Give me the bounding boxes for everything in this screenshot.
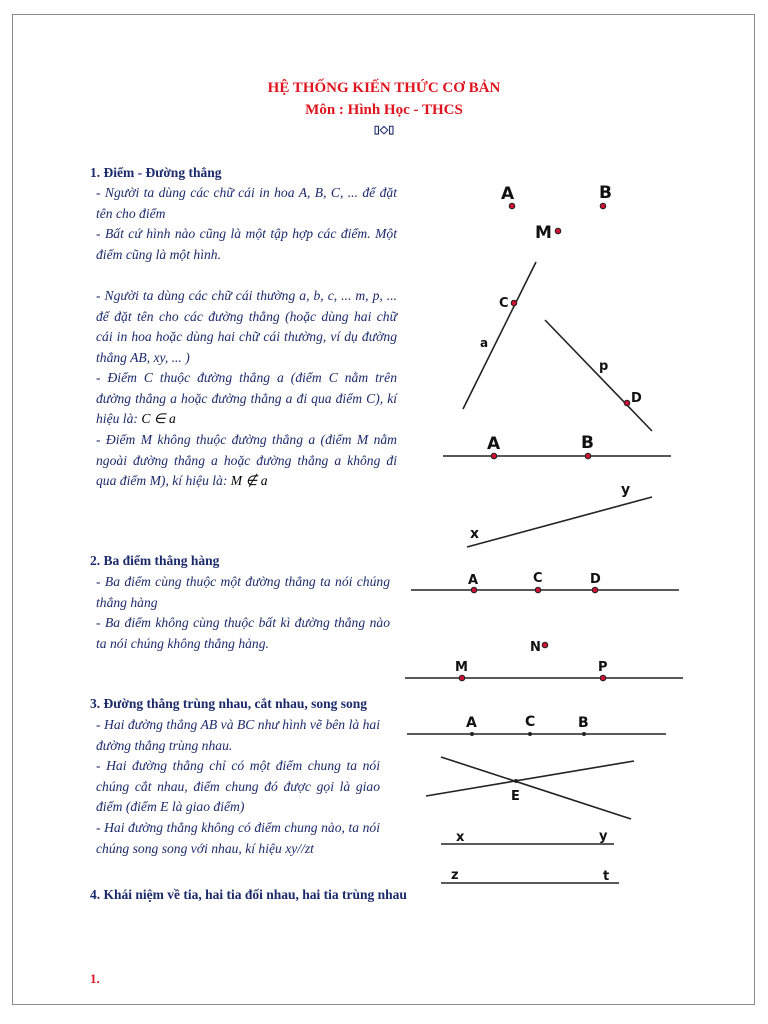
section-1-heading: 1. Điểm - Đường thẳng — [90, 165, 222, 180]
label-ab-a: A — [487, 434, 501, 454]
section-2-heading: 2. Ba điểm thẳng hàng — [90, 553, 220, 568]
line-p — [545, 320, 652, 431]
label-collinear-d: D — [590, 572, 601, 587]
section-3-para-2: - Hai đường thẳng chỉ có một điểm chung ta nói chúng cắt nhau, điểm chung đó được gọi là giao điểm (điểm E là giao điểm) — [96, 758, 380, 814]
label-m2: M — [455, 660, 468, 675]
label-d: D — [631, 391, 642, 406]
section-1-para-3: - Người ta dùng các chữ cái thường a, b, c, ... m, p, ... để đặt tên cho các đường thẳng (hoặc dùng hai chữ cái in hoa hoặc dùng hai chữ cái thường, ví dụ đường thẳng AB, xy, ... ) — [96, 288, 397, 365]
page-number: 1. — [90, 971, 100, 986]
label-parallel-x: x — [456, 830, 465, 845]
coincident-c-dot — [528, 732, 532, 736]
ornament-icon: ▯◇▯ — [373, 124, 395, 136]
label-line-p: p — [599, 359, 609, 374]
point-a-dot — [509, 203, 515, 209]
label-parallel-t: t — [603, 869, 610, 884]
label-coincident-a: A — [466, 715, 477, 731]
collinear-a-dot — [471, 587, 477, 593]
point-c-dot — [511, 300, 517, 306]
label-parallel-z: z — [451, 868, 459, 883]
section-1-para-2: - Bất cứ hình nào cũng là một tập hợp các điểm. Một điểm cũng là một hình. — [96, 226, 397, 262]
label-y: y — [621, 482, 631, 498]
point-b-on-ab-dot — [585, 453, 591, 459]
label-e: E — [511, 789, 520, 804]
label-line-a: a — [480, 336, 489, 350]
page-subtitle: Môn : Hình Học - THCS — [305, 102, 463, 118]
section-1-para-4-text: - Điểm C thuộc đường thẳng a (điểm C nằm trên đường thẳng a hoặc đường thẳng a đi qua điểm C), kí hiệu là: — [96, 370, 397, 426]
label-a: A — [501, 184, 515, 204]
line-xy — [467, 497, 652, 547]
label-ab-b: B — [581, 433, 594, 453]
point-d-dot — [624, 400, 630, 406]
label-collinear-a: A — [468, 573, 479, 588]
section-1-para-1: - Người ta dùng các chữ cái in hoa A, B, C, ... để đặt tên cho điểm — [96, 185, 397, 221]
collinear-c-dot — [535, 587, 541, 593]
section-4-heading: 4. Khái niệm về tia, hai tia đối nhau, hai tia trùng nhau — [90, 887, 407, 902]
intersecting-line-2 — [426, 761, 634, 796]
belongs-symbol: C ∈ a — [141, 411, 176, 426]
point-b-dot — [600, 203, 606, 209]
section-3-heading: 3. Đường thẳng trùng nhau, cắt nhau, song song — [90, 696, 368, 711]
coincident-b-dot — [582, 732, 586, 736]
coincident-a-dot — [470, 732, 474, 736]
collinear-d-dot — [592, 587, 598, 593]
point-a-on-ab-dot — [491, 453, 497, 459]
point-p-dot — [600, 675, 606, 681]
label-p: P — [598, 660, 608, 675]
label-n: N — [530, 640, 541, 655]
intersection-e-dot — [514, 779, 518, 783]
label-c: C — [499, 296, 509, 311]
section-3-para-3: - Hai đường thẳng không có điểm chung nào, ta nói chúng song song với nhau, kí hiệu xy//zt — [96, 820, 380, 856]
page-title: HỆ THỐNG KIẾN THỨC CƠ BẢN — [267, 80, 501, 96]
label-m: M — [535, 223, 552, 243]
section-1-para-5-text: - Điểm M không thuộc đường thẳng a (điểm M nằm ngoài đường thẳng a hoặc đường thẳng a không đi qua điểm M), kí hiệu là: — [96, 432, 397, 488]
not-belongs-symbol: M ∉ a — [230, 473, 268, 488]
label-coincident-c: C — [525, 714, 536, 730]
label-parallel-y: y — [599, 829, 608, 844]
point-m2-dot — [459, 675, 465, 681]
point-n-dot — [542, 642, 548, 648]
label-b: B — [599, 183, 612, 203]
section-2-para-2: - Ba điểm không cùng thuộc bất kì đường thẳng nào ta nói chúng không thẳng hàng. — [96, 615, 390, 651]
label-collinear-c: C — [533, 571, 543, 586]
point-m-dot — [555, 228, 561, 234]
label-coincident-b: B — [578, 715, 589, 731]
section-3-para-1: - Hai đường thẳng AB và BC như hình vẽ bên là hai đường thẳng trùng nhau. — [96, 717, 380, 753]
line-a — [463, 262, 536, 409]
label-x: x — [470, 526, 480, 542]
section-2-para-1: - Ba điểm cùng thuộc một đường thẳng ta nói chúng thẳng hàng — [96, 574, 390, 610]
